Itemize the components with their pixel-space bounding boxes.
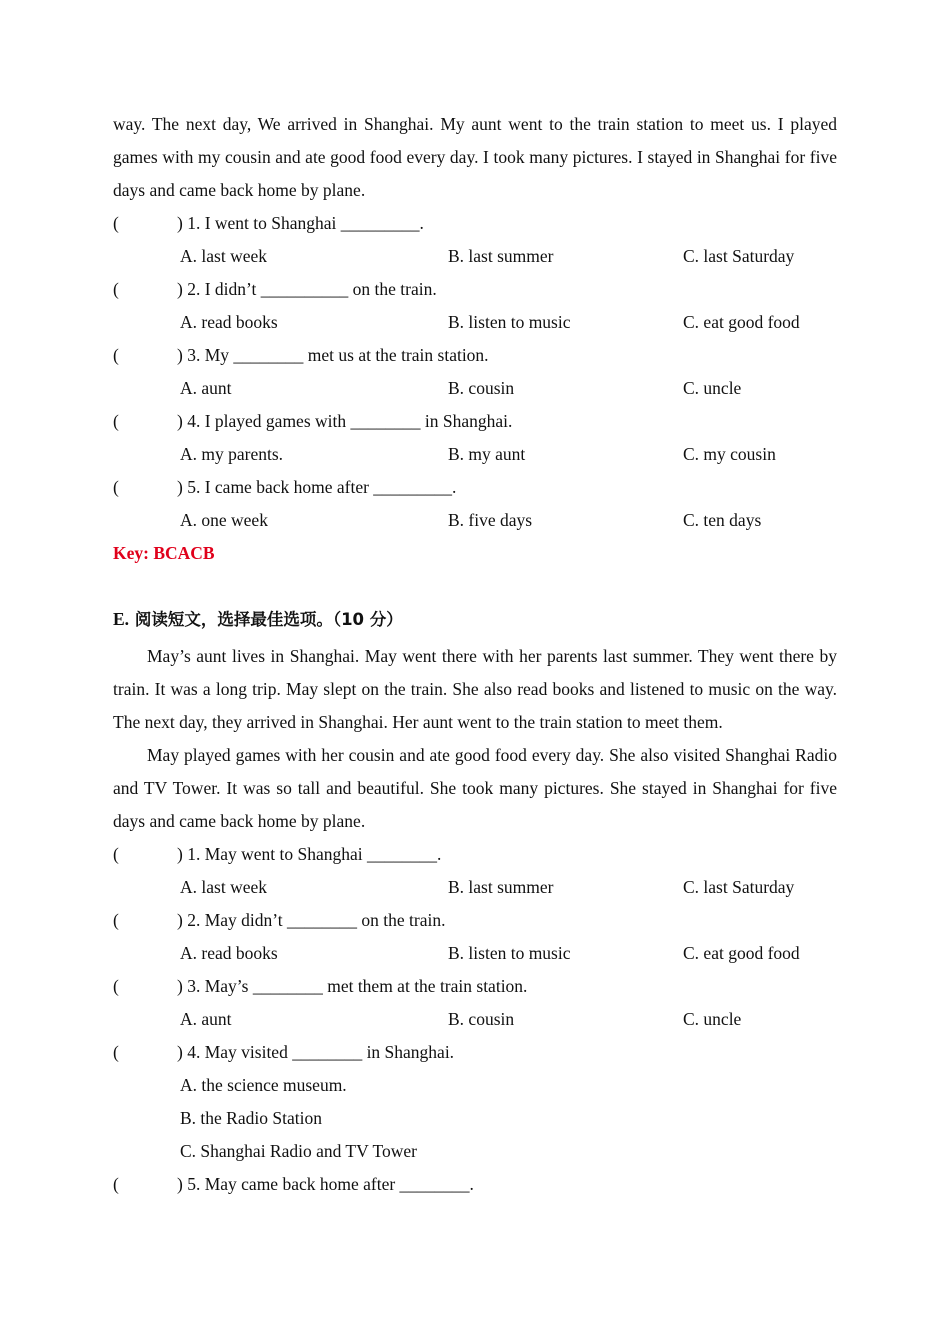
options-d-3	[113, 372, 837, 405]
section-spacer	[113, 570, 837, 603]
option-row-a	[113, 1069, 837, 1102]
question-stem: ) 3. My ________ met us at the train station.	[177, 345, 489, 365]
answer-paren-open: (	[113, 844, 119, 864]
option-a: A. read books	[180, 943, 278, 963]
question-d-1	[113, 207, 837, 240]
option-c: C. my cousin	[683, 444, 776, 464]
question-e-2	[113, 904, 837, 937]
answer-paren-open: (	[113, 1174, 119, 1194]
option-b: B. listen to music	[448, 943, 571, 963]
answer-paren-open: (	[113, 1042, 119, 1062]
question-d-5	[113, 471, 837, 504]
worksheet-page	[113, 108, 837, 1201]
question-e-1	[113, 838, 837, 871]
options-e-3	[113, 1003, 837, 1036]
option-c: C. last Saturday	[683, 246, 795, 266]
option-a: A. one week	[180, 510, 268, 530]
option-a: A. read books	[180, 312, 278, 332]
option-a: A. my parents.	[180, 444, 284, 464]
question-stem: ) 4. May visited ________ in Shanghai.	[177, 1042, 455, 1062]
option-a: A. aunt	[180, 1009, 232, 1029]
option-c: C. uncle	[683, 378, 742, 398]
question-d-2	[113, 273, 837, 306]
option-b: B. last summer	[448, 246, 554, 266]
question-stem: ) 1. May went to Shanghai ________.	[177, 844, 442, 864]
question-stem: ) 2. I didn’t __________ on the train.	[177, 279, 437, 299]
option-c: C. uncle	[683, 1009, 742, 1029]
question-stem: ) 4. I played games with ________ in Shanghai.	[177, 411, 513, 431]
answer-paren-open: (	[113, 279, 119, 299]
answer-paren-open: (	[113, 213, 119, 233]
question-d-3	[113, 339, 837, 372]
option-c: C. eat good food	[683, 943, 800, 963]
question-stem: ) 1. I went to Shanghai _________.	[177, 213, 424, 233]
answer-paren-open: (	[113, 976, 119, 996]
question-stem: ) 2. May didn’t ________ on the train.	[177, 910, 446, 930]
question-e-5	[113, 1168, 837, 1201]
option-b: B. listen to music	[448, 312, 571, 332]
option-a: A. last week	[180, 877, 267, 897]
options-d-4	[113, 438, 837, 471]
question-stem: ) 5. May came back home after ________.	[177, 1174, 474, 1194]
answer-paren-open: (	[113, 477, 119, 497]
question-e-3	[113, 970, 837, 1003]
option-row-b	[113, 1102, 837, 1135]
option-c: C. Shanghai Radio and TV Tower	[180, 1141, 417, 1161]
question-d-4	[113, 405, 837, 438]
options-e-1	[113, 871, 837, 904]
answer-key: Key: BCACB	[113, 543, 215, 563]
question-stem: ) 3. May’s ________ met them at the train station.	[177, 976, 528, 996]
options-d-1	[113, 240, 837, 273]
option-c: C. last Saturday	[683, 877, 795, 897]
option-b: B. last summer	[448, 877, 554, 897]
section-instruction: 阅读短文，选择最佳选项。（10 分）	[134, 610, 403, 629]
section-letter: E.	[113, 609, 130, 629]
options-d-5	[113, 504, 837, 537]
option-c: C. ten days	[683, 510, 762, 530]
option-b: B. my aunt	[448, 444, 526, 464]
passage-e-paragraph-1: May’s aunt lives in Shanghai. May went there with her parents last summer. They went there by train. It was a long trip. May slept on the train. She also read books and listened to music on the way. The next day, they arrived in Shanghai. Her aunt went to the train station to meet them.	[113, 646, 837, 732]
option-b: B. the Radio Station	[180, 1108, 322, 1128]
answer-paren-open: (	[113, 910, 119, 930]
passage-e-paragraph-2: May played games with her cousin and ate good food every day. She also visited Shanghai Radio and TV Tower. It was so tall and beautiful. She took many pictures. She stayed in Shanghai for five days and came back home by plane.	[113, 745, 837, 831]
question-stem: ) 5. I came back home after _________.	[177, 477, 457, 497]
question-e-4	[113, 1036, 837, 1069]
option-row-c	[113, 1135, 837, 1168]
answer-paren-open: (	[113, 411, 119, 431]
passage-d-tail: way. The next day, We arrived in Shanghai. My aunt went to the train station to meet us. I played games with my cousin and ate good food every day. I took many pictures. I stayed in Shanghai for five days and came back home by plane.	[113, 114, 837, 200]
option-c: C. eat good food	[683, 312, 800, 332]
options-d-2	[113, 306, 837, 339]
answer-paren-open: (	[113, 345, 119, 365]
options-e-2	[113, 937, 837, 970]
section-e-heading	[113, 603, 837, 640]
option-a: A. the science museum.	[180, 1075, 347, 1095]
option-b: B. five days	[448, 510, 533, 530]
option-b: B. cousin	[448, 1009, 515, 1029]
option-b: B. cousin	[448, 378, 515, 398]
option-a: A. last week	[180, 246, 267, 266]
option-a: A. aunt	[180, 378, 232, 398]
